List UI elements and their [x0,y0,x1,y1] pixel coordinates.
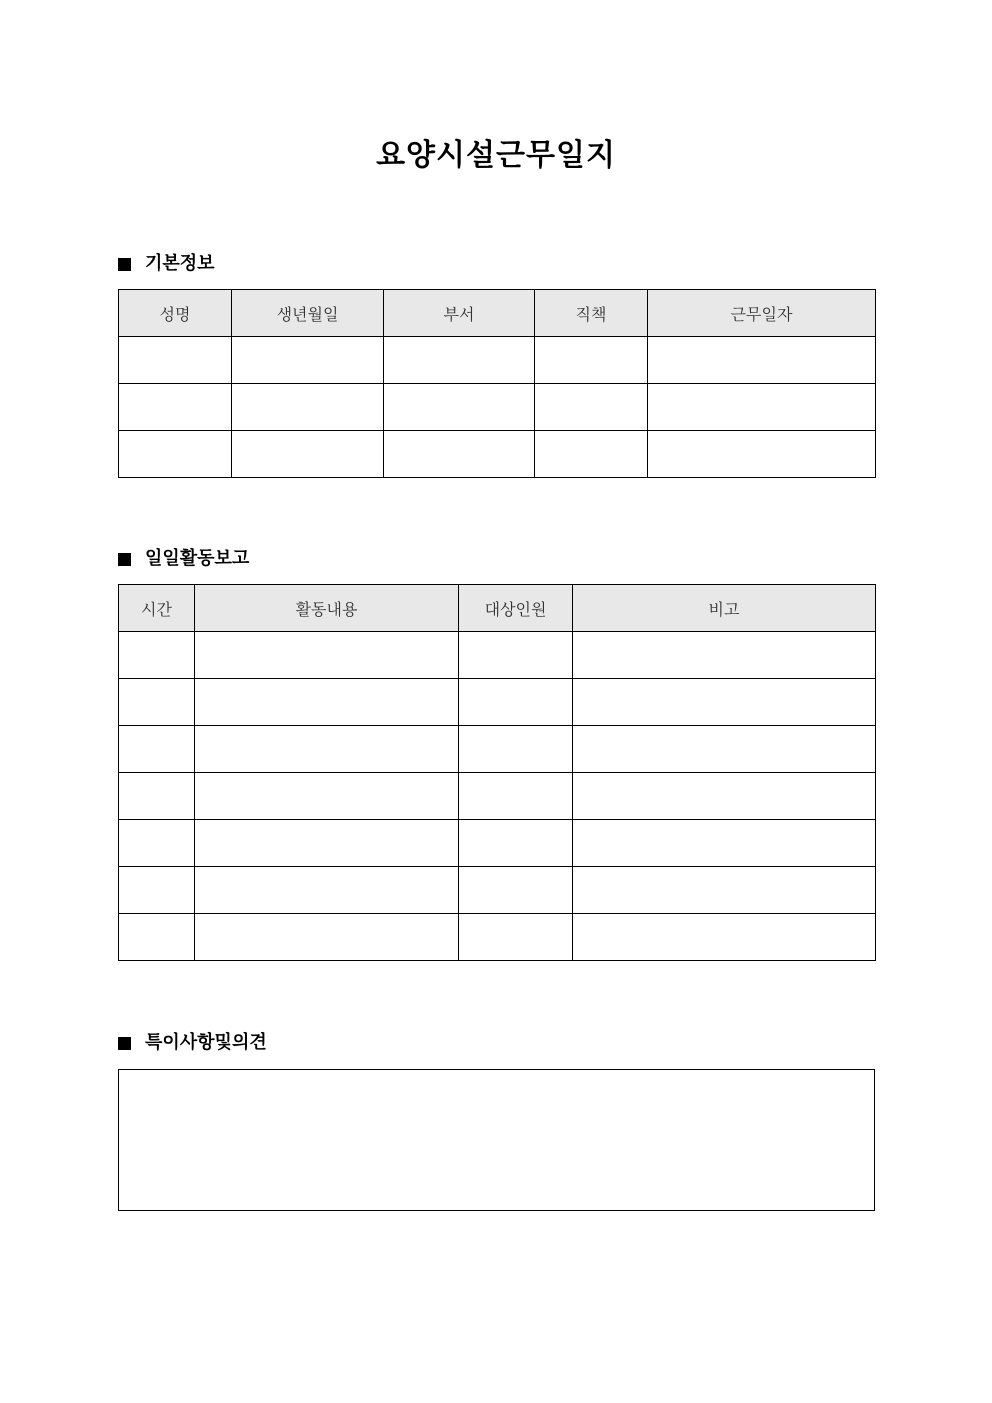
column-header-position: 직책 [535,290,648,337]
column-header-notes: 비고 [573,585,876,632]
column-header-work-date: 근무일자 [648,290,876,337]
cell-position[interactable] [535,337,648,384]
cell-department[interactable] [384,431,535,478]
cell-participants[interactable] [459,773,573,820]
table-row [119,914,876,961]
remarks-text-area[interactable] [118,1069,875,1211]
cell-participants[interactable] [459,679,573,726]
cell-participants[interactable] [459,914,573,961]
table-row [119,867,876,914]
cell-name[interactable] [119,337,232,384]
square-bullet-icon [118,553,131,566]
cell-work-date[interactable] [648,337,876,384]
cell-participants[interactable] [459,632,573,679]
cell-participants[interactable] [459,867,573,914]
cell-work-date[interactable] [648,431,876,478]
table-row [119,679,876,726]
table-row [119,431,876,478]
section-heading-basic-info [118,251,215,277]
cell-activity[interactable] [195,632,459,679]
square-bullet-icon [118,1037,131,1050]
cell-position[interactable] [535,384,648,431]
table-header-row [119,585,876,632]
table-row [119,773,876,820]
cell-name[interactable] [119,384,232,431]
section-heading-daily-report [118,546,249,572]
cell-department[interactable] [384,384,535,431]
cell-birthdate[interactable] [232,384,384,431]
cell-notes[interactable] [573,679,876,726]
cell-birthdate[interactable] [232,431,384,478]
table-row [119,820,876,867]
cell-time[interactable] [119,632,195,679]
cell-participants[interactable] [459,820,573,867]
section-heading-remarks [118,1030,267,1056]
cell-time[interactable] [119,773,195,820]
cell-notes[interactable] [573,867,876,914]
cell-activity[interactable] [195,820,459,867]
cell-activity[interactable] [195,914,459,961]
cell-birthdate[interactable] [232,337,384,384]
column-header-name: 성명 [119,290,232,337]
cell-notes[interactable] [573,773,876,820]
cell-time[interactable] [119,679,195,726]
cell-department[interactable] [384,337,535,384]
column-header-activity: 활동내용 [195,585,459,632]
cell-time[interactable] [119,914,195,961]
cell-activity[interactable] [195,773,459,820]
column-header-time: 시간 [119,585,195,632]
cell-activity[interactable] [195,867,459,914]
square-bullet-icon [118,258,131,271]
cell-time[interactable] [119,726,195,773]
table-header-row [119,290,876,337]
cell-time[interactable] [119,867,195,914]
section-heading-label: 특이사항및의견 [145,1032,267,1053]
cell-participants[interactable] [459,726,573,773]
cell-name[interactable] [119,431,232,478]
cell-activity[interactable] [195,726,459,773]
table-row [119,726,876,773]
table-row [119,337,876,384]
cell-notes[interactable] [573,632,876,679]
cell-notes[interactable] [573,726,876,773]
column-header-department: 부서 [384,290,535,337]
page-title: 요양시설근무일지 [376,138,616,173]
cell-time[interactable] [119,820,195,867]
cell-work-date[interactable] [648,384,876,431]
section-heading-label: 기본정보 [145,253,215,274]
column-header-birthdate: 생년월일 [232,290,384,337]
column-header-participants: 대상인원 [459,585,573,632]
table-row [119,632,876,679]
daily-report-table [118,584,876,961]
basic-info-table [118,289,876,478]
table-row [119,384,876,431]
section-heading-label: 일일활동보고 [145,548,250,569]
cell-notes[interactable] [573,820,876,867]
cell-position[interactable] [535,431,648,478]
cell-notes[interactable] [573,914,876,961]
cell-activity[interactable] [195,679,459,726]
